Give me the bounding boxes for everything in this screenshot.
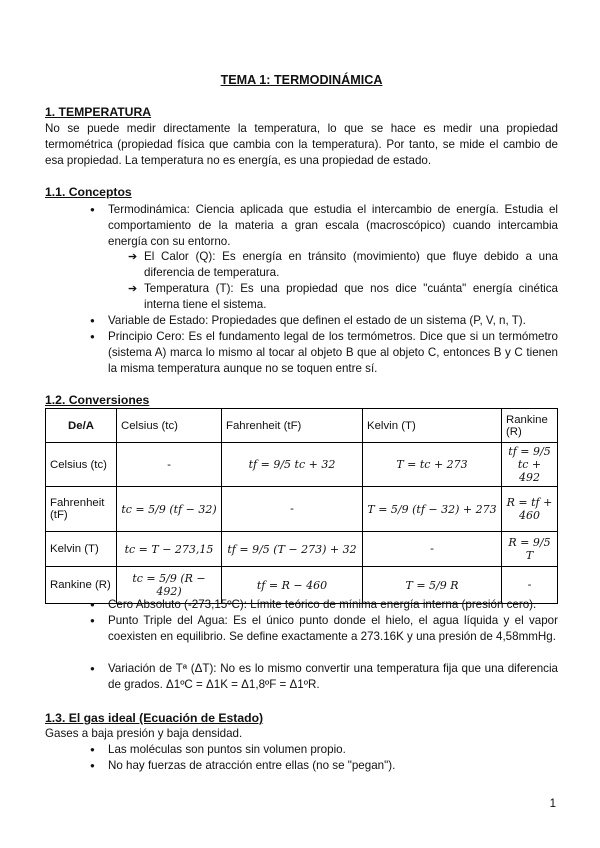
table-cell: tc = 5/9 (tf − 32) [117,487,222,532]
table-cell: - [117,443,222,487]
list-item: ➔ El Calor (Q): Es energía en tránsito (movimiento) que fluye debido a una diferencia de temperatura. [144,249,558,281]
table-cell: Celsius (tc) [46,443,117,487]
table-cell: tc = T − 273,15 [117,532,222,567]
table-cell: tc = 5/9 (R − 492) [117,567,222,604]
list-item: ● Variación de Tª (ΔT): No es lo mismo convertir una temperatura fija que una diferencia de grados. Δ1ºC = Δ1K = Δ1,8ºF = Δ1ºR. [108,661,558,693]
section-heading-gas-ideal: 1.3. El gas ideal (Ecuación de Estado) [45,711,264,725]
table-cell: R = tf + 460 [502,487,558,532]
table-cell: Kelvin (T) [46,532,117,567]
table-cell: tf = R − 460 [222,567,363,604]
table-header: Kelvin (T) [363,409,502,443]
table-cell: tf = 9/5 tc + 32 [222,443,363,487]
page-title: TEMA 1: TERMODINÁMICA [220,73,383,87]
table-header: Celsius (tc) [117,409,222,443]
table-row [46,487,558,532]
list-item: ● Variable de Estado: Propiedades que definen el estado de un sistema (P, V, n, T). [108,313,558,329]
table-cell: Fahrenheit (tF) [46,487,117,532]
table-cell: T = 5/9 R [363,567,502,604]
table-header: De/A [46,409,117,443]
table-header: Fahrenheit (tF) [222,409,363,443]
list-item: ● Las moléculas son puntos sin volumen propio. [108,742,558,758]
gas-ideal-intro: Gases a baja presión y baja densidad. [45,727,243,740]
conversion-table [45,408,558,604]
table-cell: tf = 9/5 (T − 273) + 32 [222,532,363,567]
table-cell: T = tc + 273 [363,443,502,487]
table-cell: R = 9/5 T [502,532,558,567]
table-cell: - [502,567,558,604]
list-item: ➔ Temperatura (T): Es una propiedad que nos dice "cuánta" energía cinética interna tiene el sistema. [144,281,558,313]
table-header-row [46,409,558,443]
table-row [46,532,558,567]
list-item: ● Termodinámica: Ciencia aplicada que estudia el intercambio de energía. Estudia el comportamiento de la materia a gran escala (macroscópico) cuando intercambia energía con su entorno. [108,202,558,250]
section-heading-conversiones: 1.2. Conversiones [45,393,150,407]
table-cell: - [222,487,363,532]
table-header: Rankine (R) [502,409,558,443]
list-item: ● Principio Cero: Es el fundamento legal de los termómetros. Dice que si un termómetro (sistema A) marca lo mismo al tocar al objeto B que al objeto C, entonces B y C tienen la misma temperatura aunque no se toquen entre sí. [108,329,558,377]
list-item: ● No hay fuerzas de atracción entre ellas (no se "pegan"). [108,758,558,774]
table-cell: - [363,532,502,567]
page-number: 1 [549,798,556,810]
table-cell: tf = 9/5 tc + 492 [502,443,558,487]
list-item: ● Punto Triple del Agua: Es el único punto donde el hielo, el agua líquida y el vapor coexisten en equilibrio. Se define exactamente a 273.16K y una presión de 4,58mmHg. [108,613,558,645]
table-row [46,443,558,487]
table-cell: Rankine (R) [46,567,117,604]
list-item: ● Cero Absoluto (-273,15ºC): Límite teórico de mínima energía interna (presión cero). [108,597,558,613]
section-heading-conceptos: 1.1. Conceptos [45,185,132,199]
section-heading-temperatura: 1. TEMPERATURA [45,105,152,119]
temperatura-paragraph: No se puede medir directamente la temperatura, lo que se hace es medir una propiedad termométrica (propiedad física que cambia con la temperatura). Por tanto, se mide el cambio de esa propiedad. La temperatura no es energía, es una propiedad de estado. [45,122,558,167]
table-cell: T = 5/9 (tf − 32) + 273 [363,487,502,532]
